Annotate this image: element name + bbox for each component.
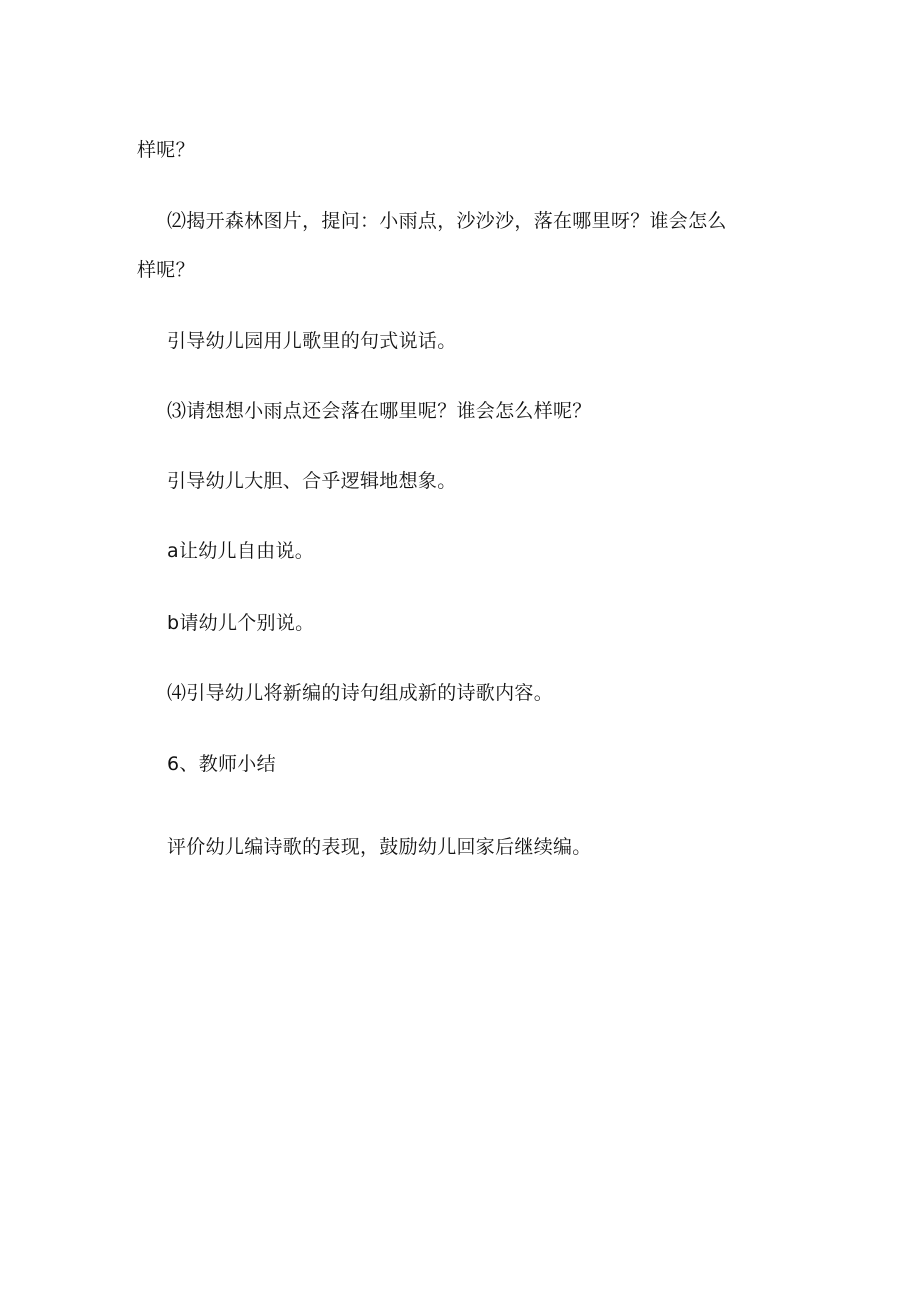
text-line-item-b: b请幼儿个别说。 — [167, 612, 315, 634]
text-line-item-a: a让幼儿自由说。 — [167, 540, 315, 562]
text-line-continuation-2: 样呢？ — [137, 259, 195, 281]
section-heading-teacher-summary: 6、教师小结 — [167, 753, 276, 775]
text-line-step-2: ⑵揭开森林图片，提问：小雨点，沙沙沙，落在哪里呀？谁会怎么 — [167, 210, 727, 232]
text-line-guide-1: 引导幼儿园用儿歌里的句式说话。 — [167, 330, 457, 352]
text-line-step-4: ⑷引导幼儿将新编的诗句组成新的诗歌内容。 — [167, 682, 554, 704]
text-line-step-3: ⑶请想想小雨点还会落在哪里呢？谁会怎么样呢？ — [167, 400, 592, 422]
text-line-continuation-1: 样呢？ — [137, 139, 195, 161]
text-line-summary: 评价幼儿编诗歌的表现，鼓励幼儿回家后继续编。 — [167, 836, 592, 858]
text-line-guide-2: 引导幼儿大胆、合乎逻辑地想象。 — [167, 470, 457, 492]
